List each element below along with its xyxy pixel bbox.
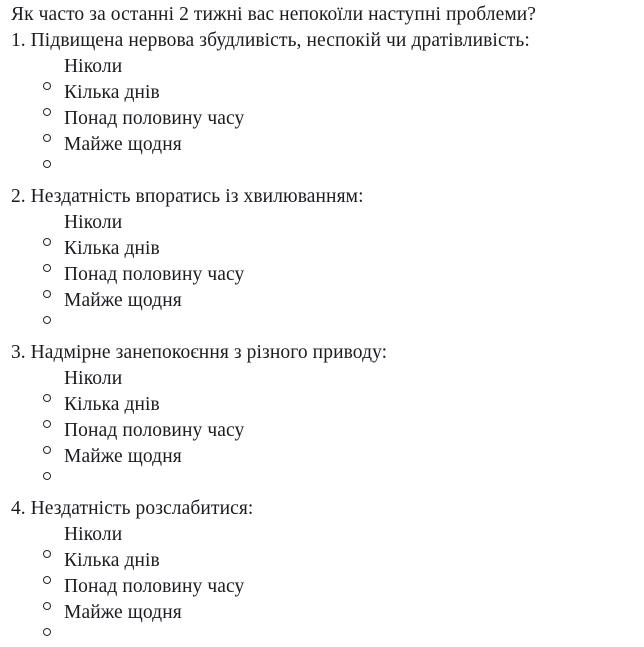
bullet-ring: [43, 576, 51, 584]
answer-option[interactable]: [0, 522, 644, 548]
answer-option-label: Кілька днів: [64, 238, 160, 259]
answer-option-label: Понад половину часу: [64, 264, 245, 285]
question-text: Нездатність впоратись із хвилюванням:: [30, 186, 364, 207]
answer-option-label: Майже щодня: [64, 602, 182, 623]
answer-option-label: Кілька днів: [64, 394, 160, 415]
answer-option[interactable]: [0, 366, 644, 392]
answer-option[interactable]: [0, 418, 644, 444]
questionnaire-prompt: Як часто за останні 2 тижні вас непокоїли наступні проблеми?: [11, 4, 537, 25]
bullet-ring: [43, 602, 51, 610]
answer-option-label: Ніколи: [64, 212, 123, 233]
answer-option[interactable]: [0, 54, 644, 80]
answer-option-label: Майже щодня: [64, 290, 182, 311]
question-heading: [0, 340, 644, 366]
answer-option-label: Понад половину часу: [64, 420, 245, 441]
bullet-ring: [43, 290, 51, 298]
answer-option-label: Майже щодня: [64, 134, 182, 155]
question-heading: [0, 184, 644, 210]
answer-option-label: Понад половину часу: [64, 108, 245, 129]
bullet-ring: [43, 108, 51, 116]
answer-option[interactable]: [0, 600, 644, 626]
answer-option[interactable]: [0, 288, 644, 314]
answer-option[interactable]: [0, 574, 644, 600]
bullet-ring: [43, 134, 51, 142]
bullet-ring: [43, 472, 51, 480]
answer-option[interactable]: [0, 444, 644, 470]
answer-option-label: Майже щодня: [64, 446, 182, 467]
bullet-ring: [43, 160, 51, 168]
answer-option[interactable]: [0, 392, 644, 418]
bullet-ring: [43, 628, 51, 636]
answer-option[interactable]: [0, 132, 644, 158]
question-number: 1.: [11, 30, 26, 51]
question-heading: [0, 28, 644, 54]
answer-option-label: Кілька днів: [64, 82, 160, 103]
bullet-ring: [43, 82, 51, 90]
bullet-ring: [43, 316, 51, 324]
answer-option-label: Ніколи: [64, 56, 123, 77]
question-text: Надмірне занепокоєння з різного приводу:: [30, 342, 388, 363]
question-block: [0, 28, 644, 158]
answer-option[interactable]: [0, 210, 644, 236]
answer-options: [0, 366, 644, 470]
answer-option-label: Кілька днів: [64, 550, 160, 571]
bullet-ring: [43, 238, 51, 246]
bullet-ring: [43, 550, 51, 558]
bullet-ring: [43, 264, 51, 272]
question-block: [0, 496, 644, 626]
question-number: 3.: [11, 342, 26, 363]
question-block: [0, 184, 644, 314]
question-text: Підвищена нервова збудливість, неспокій чи дратівливість:: [30, 30, 530, 51]
question-block: [0, 340, 644, 470]
answer-option-label: Понад половину часу: [64, 576, 245, 597]
answer-option[interactable]: [0, 80, 644, 106]
question-text: Нездатність розслабитися:: [30, 498, 254, 519]
answer-option-label: Ніколи: [64, 368, 123, 389]
answer-options: [0, 522, 644, 626]
questions-list: [0, 28, 644, 626]
question-number: 4.: [11, 498, 26, 519]
bullet-ring: [43, 446, 51, 454]
answer-options: [0, 54, 644, 158]
bullet-ring: [43, 394, 51, 402]
question-number: 2.: [11, 186, 26, 207]
answer-option[interactable]: [0, 236, 644, 262]
answer-option-label: Ніколи: [64, 524, 123, 545]
question-heading: [0, 496, 644, 522]
answer-option[interactable]: [0, 106, 644, 132]
answer-option[interactable]: [0, 548, 644, 574]
bullet-ring: [43, 420, 51, 428]
answer-option[interactable]: [0, 262, 644, 288]
answer-options: [0, 210, 644, 314]
